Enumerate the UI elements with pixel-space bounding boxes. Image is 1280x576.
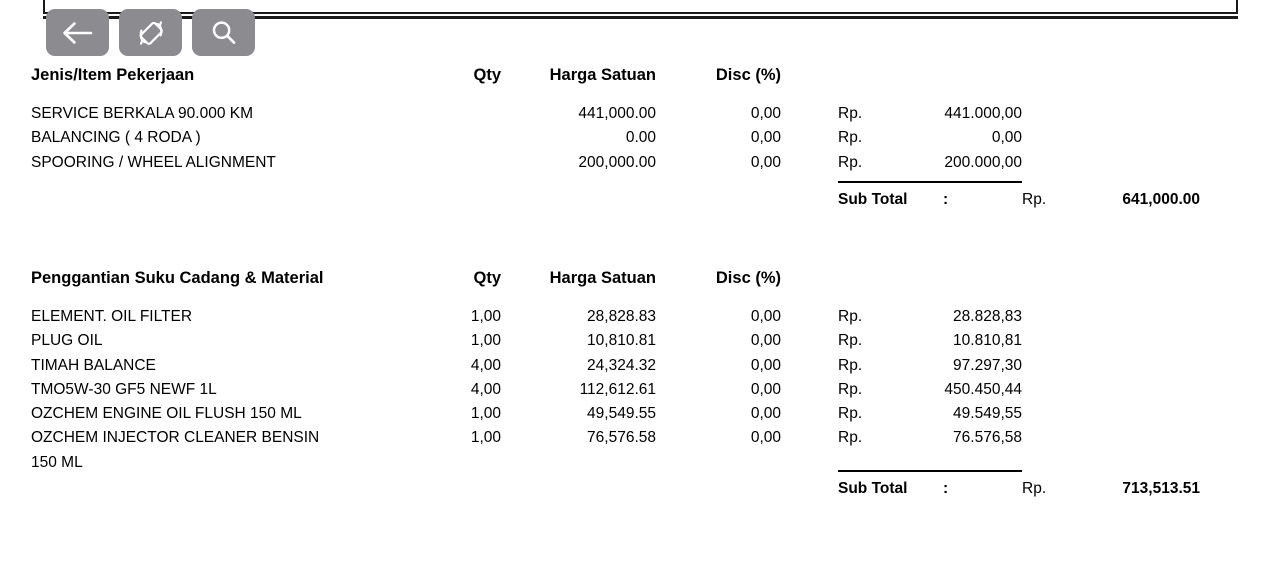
row-item-price: 49,549.55 xyxy=(587,405,656,423)
section-parts-header xyxy=(0,269,1280,295)
row-item-currency: Rp. xyxy=(838,405,863,423)
row-item-name: PLUG OIL xyxy=(31,332,103,350)
rotate-screen-button[interactable] xyxy=(119,9,182,56)
column-header-item: Penggantian Suku Cadang & Material xyxy=(31,269,324,287)
column-header-price: Harga Satuan xyxy=(549,269,656,287)
row-item-amount: 49.549,55 xyxy=(953,405,1022,423)
row-item-disc: 0,00 xyxy=(750,105,781,122)
row-item-qty: 4,00 xyxy=(470,356,501,374)
subtotal-divider xyxy=(838,181,1022,183)
row-item-amount: 0,00 xyxy=(991,129,1022,147)
section-services xyxy=(0,66,1280,178)
row-item-qty: 1,00 xyxy=(470,429,501,447)
column-header-disc: Disc (%) xyxy=(715,269,781,287)
row-item-disc: 0,00 xyxy=(750,332,781,350)
row-item-qty: 1,00 xyxy=(470,405,501,423)
subtotal-row xyxy=(0,480,1280,504)
row-item-disc: 0,00 xyxy=(750,129,781,147)
row-item-currency: Rp. xyxy=(838,332,863,350)
row-item-currency: Rp. xyxy=(838,308,863,325)
row-item-price: 0.00 xyxy=(625,129,656,147)
row-item-name: OZCHEM ENGINE OIL FLUSH 150 ML xyxy=(31,405,302,423)
row-item-amount: 450.450,44 xyxy=(944,380,1022,398)
row-item-currency: Rp. xyxy=(838,153,863,171)
table-row xyxy=(0,429,1280,478)
section-services-header xyxy=(0,66,1280,92)
subtotal-amount: 641,000.00 xyxy=(1122,191,1200,208)
floating-toolbar xyxy=(46,9,255,56)
table-row xyxy=(0,154,1280,178)
row-item-price: 10,810.81 xyxy=(587,332,656,350)
row-item-amount: 200.000,00 xyxy=(944,153,1022,171)
row-item-name: OZCHEM INJECTOR CLEANER BENSIN xyxy=(31,429,320,447)
column-header-qty: Qty xyxy=(473,269,501,287)
row-item-amount: 97.297,30 xyxy=(953,356,1022,374)
row-item-price: 76,576.58 xyxy=(587,429,656,447)
rotate-icon xyxy=(135,17,167,49)
row-item-disc: 0,00 xyxy=(750,380,781,398)
row-item-name: SERVICE BERKALA 90.000 KM xyxy=(31,105,253,122)
row-item-disc: 0,00 xyxy=(750,308,781,325)
search-button[interactable] xyxy=(192,9,255,56)
back-icon xyxy=(61,20,95,46)
row-item-amount: 10.810,81 xyxy=(953,332,1022,350)
row-item-disc: 0,00 xyxy=(750,429,781,447)
row-item-qty: 1,00 xyxy=(470,332,501,350)
subtotal-amount: 713,513.51 xyxy=(1122,480,1200,497)
column-header-price: Harga Satuan xyxy=(549,66,656,84)
row-item-disc: 0,00 xyxy=(750,356,781,374)
subtotal-currency: Rp. xyxy=(1022,191,1047,208)
row-item-currency: Rp. xyxy=(838,105,863,122)
row-item-currency: Rp. xyxy=(838,380,863,398)
row-item-currency: Rp. xyxy=(838,429,863,447)
table-row xyxy=(0,308,1280,332)
subtotal-label: Sub Total xyxy=(838,191,908,208)
table-row xyxy=(0,129,1280,153)
back-button[interactable] xyxy=(46,9,109,56)
row-item-amount: 441.000,00 xyxy=(944,105,1022,122)
row-item-price: 24,324.32 xyxy=(587,356,656,374)
row-item-qty: 4,00 xyxy=(470,380,501,398)
subtotal-label: Sub Total xyxy=(838,480,908,497)
row-item-name: BALANCING ( 4 RODA ) xyxy=(31,129,201,147)
search-icon xyxy=(209,18,239,48)
subtotal-colon: : xyxy=(943,191,949,208)
row-item-amount: 76.576,58 xyxy=(953,429,1022,447)
subtotal-divider xyxy=(838,470,1022,472)
table-row xyxy=(0,381,1280,405)
table-row xyxy=(0,332,1280,356)
row-item-qty: 1,00 xyxy=(470,308,501,325)
row-item-disc: 0,00 xyxy=(750,405,781,423)
column-header-qty: Qty xyxy=(473,66,501,84)
row-item-price: 112,612.61 xyxy=(579,380,656,398)
row-item-currency: Rp. xyxy=(838,356,863,374)
row-item-price: 441,000.00 xyxy=(578,105,656,122)
row-item-name: TMO5W-30 GF5 NEWF 1L xyxy=(31,380,217,398)
row-item-amount: 28.828,83 xyxy=(953,308,1022,325)
table-row xyxy=(0,357,1280,381)
row-item-disc: 0,00 xyxy=(750,153,781,171)
row-item-name: SPOORING / WHEEL ALIGNMENT xyxy=(31,153,276,171)
column-header-disc: Disc (%) xyxy=(715,66,781,84)
table-row xyxy=(0,405,1280,429)
section-parts-rows xyxy=(0,295,1280,478)
row-item-name-line2: 150 ML xyxy=(31,453,83,471)
row-item-name: ELEMENT. OIL FILTER xyxy=(31,308,193,325)
subtotal-currency: Rp. xyxy=(1022,480,1047,497)
subtotal-colon: : xyxy=(943,480,949,497)
row-item-price: 28,828.83 xyxy=(587,308,656,325)
row-item-name: TIMAH BALANCE xyxy=(31,356,156,374)
column-header-item: Jenis/Item Pekerjaan xyxy=(31,66,195,84)
subtotal-row xyxy=(0,191,1280,215)
table-row xyxy=(0,105,1280,129)
row-item-currency: Rp. xyxy=(838,129,863,147)
row-item-price: 200,000.00 xyxy=(578,153,656,171)
section-services-rows xyxy=(0,92,1280,178)
section-parts xyxy=(0,269,1280,478)
